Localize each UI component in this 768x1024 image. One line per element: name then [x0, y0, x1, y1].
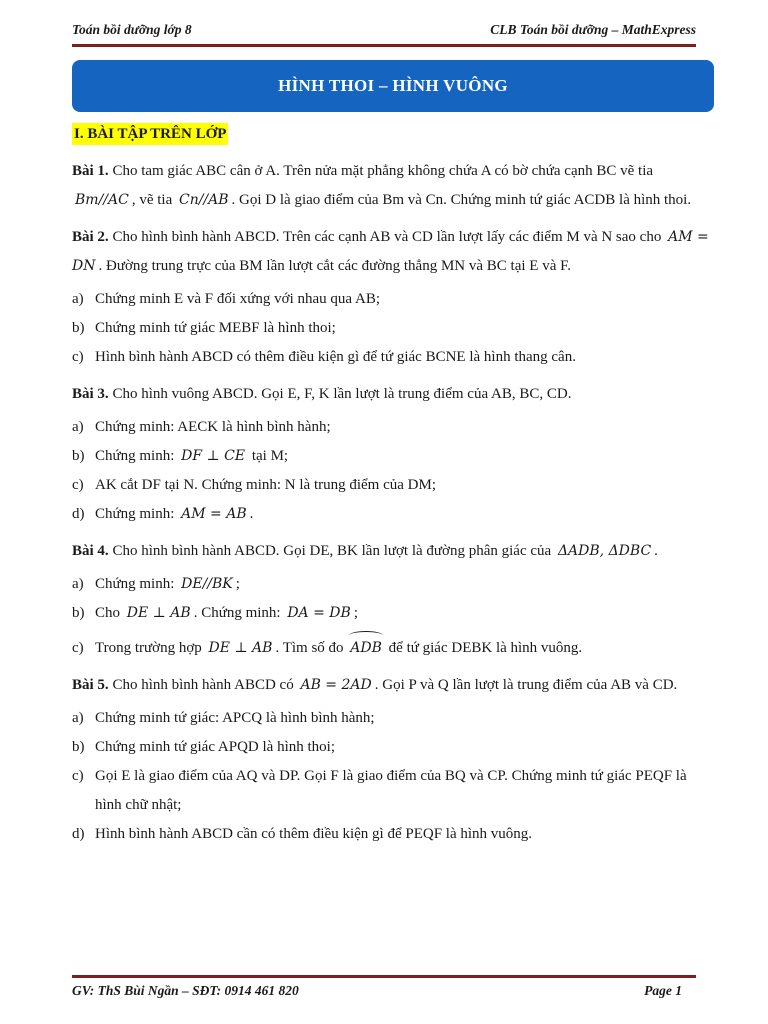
list-item: b) Chứng minh tứ giác APQD là hình thoi;: [72, 739, 336, 755]
math-expression: AM = DN: [72, 229, 709, 274]
math-expression: AM = AB: [181, 506, 247, 522]
problem-3-items: [72, 413, 714, 529]
list-item: c) Trong trường hợp DE ⊥ AB . Tìm số đo ADB để tứ giác DEBK là hình vuông.: [72, 634, 714, 663]
title-banner: [72, 60, 714, 112]
header-left-text: Toán bồi dưỡng lớp 8: [72, 22, 192, 37]
problem-label: Bài 1.: [72, 163, 109, 179]
section-heading: I. BÀI TẬP TRÊN LỚP: [72, 123, 228, 145]
problem-label: Bài 3.: [72, 386, 109, 402]
math-expression: AB = 2AD: [300, 677, 372, 693]
angle-expression: ADB: [347, 634, 385, 663]
problem-4-items: [72, 570, 714, 663]
header-right-text: CLB Toán bồi dưỡng – MathExpress: [490, 22, 696, 37]
list-item: a) Chứng minh tứ giác: APCQ là hình bình hành;: [72, 710, 375, 726]
header-rule: [72, 44, 696, 47]
list-item: c) AK cắt DF tại N. Chứng minh: N là trung điểm của DM;: [72, 477, 437, 493]
list-item: c) Hình bình hành ABCD có thêm điều kiện gì để tứ giác BCNE là hình thang cân.: [72, 349, 576, 365]
footer-teacher-text: GV: ThS Bùi Ngần – SĐT: 0914 461 820: [72, 983, 299, 998]
page-number: Page 1: [644, 983, 682, 998]
problem-2: Bài 2. Cho hình bình hành ABCD. Trên các cạnh AB và CD lần lượt lấy các điểm M và N sao cho AM = DN . Đường trung trực của BM lần lượt cắt các đường thẳng MN và BC tại E và F.: [72, 229, 709, 274]
list-item: d) Hình bình hành ABCD cần có thêm điều kiện gì để PEQF là hình vuông.: [72, 826, 533, 842]
math-expression: ΔADB, ΔDBC: [557, 543, 652, 559]
problem-1: Bài 1. Cho tam giác ABC cân ở A. Trên nửa mặt phẳng không chứa A có bờ chứa cạnh BC vẽ tia Bm//AC , vẽ tia Cn//AB . Gọi D là giao điểm của Bm và Cn. Chứng minh tứ giác ACDB là hình thoi.: [72, 163, 692, 208]
page-footer: [72, 983, 696, 1003]
problem-5-items: [72, 704, 714, 849]
math-expression: Cn//AB: [178, 192, 229, 208]
problem-5: Bài 5. Cho hình bình hành ABCD có AB = 2AD . Gọi P và Q lần lượt là trung điểm của AB và CD.: [72, 677, 678, 693]
math-expression: DE//BK: [181, 576, 233, 592]
list-item: a) Chứng minh: DE//BK ;: [72, 576, 240, 592]
list-item: d) Chứng minh: AM = AB .: [72, 506, 254, 522]
problem-label: Bài 4.: [72, 543, 109, 559]
list-item: b) Chứng minh: DF ⊥ CE tại M;: [72, 448, 289, 464]
problem-label: Bài 5.: [72, 677, 109, 693]
problem-2-items: [72, 285, 714, 372]
math-expression: DE ⊥ AB: [208, 640, 273, 656]
problem-label: Bài 2.: [72, 229, 109, 245]
document-body: [72, 120, 714, 849]
list-item: b) Chứng minh tứ giác MEBF là hình thoi;: [72, 320, 336, 336]
list-item: a) Chứng minh: AECK là hình bình hành;: [72, 419, 331, 435]
footer-rule: [72, 975, 696, 978]
problem-3: Bài 3. Cho hình vuông ABCD. Gọi E, F, K lần lượt là trung điểm của AB, BC, CD.: [72, 386, 572, 402]
page-title: HÌNH THOI – HÌNH VUÔNG: [278, 76, 508, 95]
page-header: [72, 22, 696, 42]
list-item: a) Chứng minh E và F đối xứng với nhau qua AB;: [72, 291, 381, 307]
math-expression: DE ⊥ AB: [126, 605, 191, 621]
math-expression: Bm//AC: [75, 192, 129, 208]
math-expression: DF ⊥ CE: [181, 448, 246, 464]
problem-4: Bài 4. Cho hình bình hành ABCD. Gọi DE, BK lần lượt là đường phân giác của ΔADB, ΔDBC .: [72, 543, 658, 559]
list-item: b) Cho DE ⊥ AB . Chứng minh: DA = DB ;: [72, 605, 358, 621]
list-item: c) Gọi E là giao điểm của AQ và DP. Gọi F là giao điểm của BQ và CP. Chứng minh tứ giác PEQF là hình chữ nhật;: [72, 768, 687, 813]
math-expression: DA = DB: [287, 605, 351, 621]
